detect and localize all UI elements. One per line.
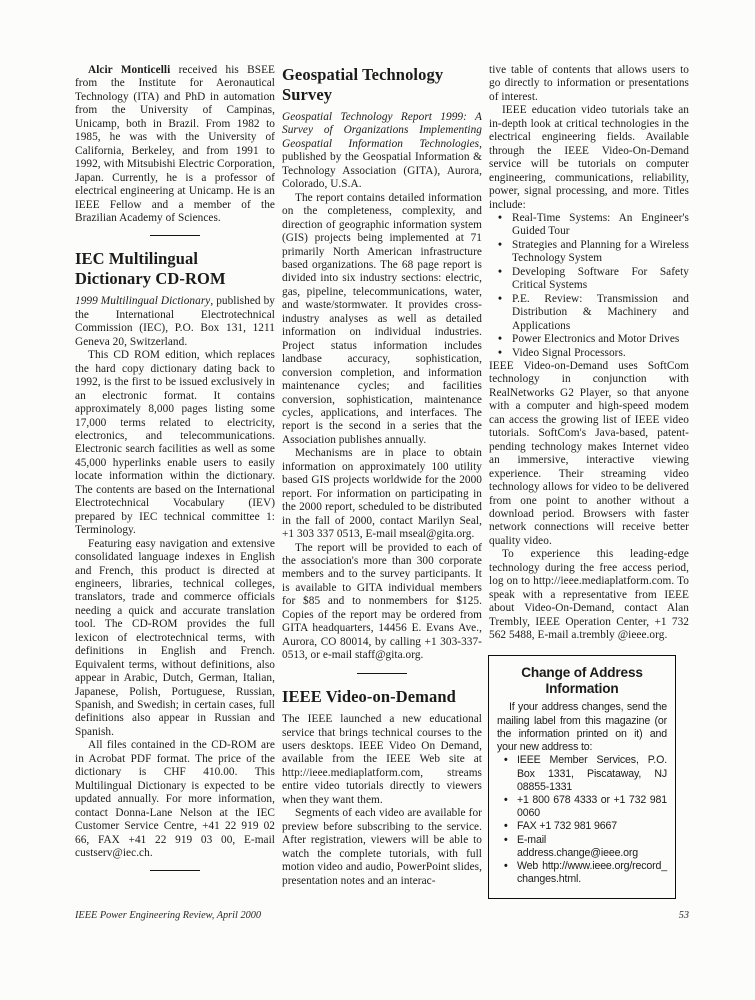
geo-lead-paragraph <box>282 111 482 192</box>
vod-paragraph: IEEE education video tutorials take an in-depth look at critical technologies in the electrical engineering fields. Available through the IEEE Video-On-Demand service will be tutorials on computer engineering, communications, reliability, power, signal processing, and more. Titles include: <box>489 104 689 211</box>
geo-lead-rest: , published by the Geospatial Information & Technology Association (GITA), Aurora, Colorado, U.S.A. <box>282 137 482 191</box>
vod-paragraph: Segments of each video are available for preview before subscribing to the service. After registration, viewers will be able to watch the complete tutorials, with full motion video and audio, PowerPoint slides, presentation notes and an interac- <box>282 807 482 887</box>
list-item: • Developing Software For Safety Critical Systems <box>489 266 689 293</box>
address-box-title <box>497 665 667 696</box>
iec-lead-rest: , published by the International Electrotechnical Commission (IEC), P.O. Box 131, 1211 Geneva 20, Switzerland. <box>75 295 275 348</box>
column-right <box>489 64 689 912</box>
list-item: • +1 800 678 4333 or +1 732 981 0060 <box>497 794 667 820</box>
bio-text: received his BSEE from the Institute for Aeronautical Technology (ITA) and PhD in automation from the University of Campinas, Unicamp, both in Brazil. From 1982 to 1985, he was with the University of California, Berkeley, and from 1991 to 1992, with Mitsubishi Electric Corporation, Japan. Currently, he is a professor of electrical engineering at Unicamp. He is an IEEE Fellow and a member of the Brazilian Academy of Sciences. <box>75 64 275 224</box>
address-box-title-line2: Information <box>545 680 619 696</box>
geo-paragraph: Mechanisms are in place to obtain information on approximately 100 utility based GIS projects worldwide for the 2000 report. For information on participating in the 2000 report, scheduled to be distributed in the fall of 2000, contact Marilyn Seal, +1 303 337 0513, E-mail mseal@gita.org. <box>282 447 482 541</box>
list-item: • Strategies and Planning for a Wireless Technology System <box>489 239 689 266</box>
page-footer <box>75 910 689 921</box>
address-box-intro: If your address changes, send the mailing label from this magazine (or the information printed on it) and your new address to: <box>497 701 667 754</box>
section-divider <box>357 673 407 674</box>
footer-page-number: 53 <box>678 910 689 921</box>
geo-paragraph: The report contains detailed information on the completeness, complexity, and direction of geographic information system (GIS) projects being implemented at 71 primarily North American infrastructure based organizations. The 68 page report is divided into six industry sections: electric, gas, pipeline, telecommunications, water, and waste/stormwater. It provides cross-industry analyses as well as detailed information on individual industries. Project status information includes landbase accuracy, sophistication, conversion completion, and information maintenance cycles; and facilities conversion, sophistication, maintenance cycles, applications, and interfaces. The report is the second in a series that the Association publishes annually. <box>282 191 482 446</box>
bio-author-name: Alcir Monticelli <box>88 64 171 76</box>
list-item: • P.E. Review: Transmission and Distribution & Machinery and Applications <box>489 293 689 333</box>
address-box-title-line1: Change of Address <box>521 665 643 681</box>
iec-publication-title: 1999 Multilingual Dictionary <box>75 295 211 308</box>
list-item: • E-mail address.change@ieee.org <box>497 834 667 860</box>
change-of-address-box <box>488 655 676 899</box>
iec-section-title: IEC Multilingual Dictionary CD-ROM <box>75 249 226 288</box>
iec-paragraph: This CD ROM edition, which replaces the hard copy dictionary dating back to 1992, is the first to be issued exclusively in an electronic format. It contains approximately 8,000 pages listing some 17,000 terms related to electricity, electronics, and telecommunications. Electronic search facilities as well as some 45,000 hyperlinks enable users to easily locate information within the dictionary. The contents are based on the International Electrotechnical Vocabulary (IEV) prepared by IEC technical committee 1: Terminology. <box>75 349 275 537</box>
column-middle <box>282 64 482 912</box>
list-item: • IEEE Member Services, P.O. Box 1331, Piscataway, NJ 08855-1331 <box>497 754 667 794</box>
list-item: • FAX +1 732 981 9667 <box>497 820 667 833</box>
vod-paragraph: To experience this leading-edge technology during the free access period, log on to http://ieee.mediaplatform.com. To speak with a representative from IEEE about Video-On-Demand, contact Alan Trembly, IEEE Operation Center, +1 732 562 5488, E-mail a.trembly @ieee.org. <box>489 548 689 642</box>
vod-paragraph: IEEE Video-on-Demand uses SoftCom technology in conjunction with RealNetworks G2 Player, so that anyone with a computer and high-speed modem can access the growing list of IEEE video tutorials. SoftCom's Java-based, patent-pending technology makes Internet video an immersive, interactive viewing experience. Their streaming video technology allows for video to be delivered from one point to another without a download period. Browsers with faster network connections will receive better quality video. <box>489 359 689 547</box>
iec-lead-paragraph <box>75 295 275 349</box>
iec-paragraph: Featuring easy navigation and extensive consolidated language indexes in English and French, this product is directed at engineers, libraries, technical colleges, translators, trade and commerce officials needing a quick and accurate translation tool. The CD-ROM provides the full lexicon of electrotechnical terms, with definitions in English and French. Equivalent terms, without definitions, also appear in Arabic, Dutch, German, Italian, Japanese, Polish, Portuguese, Russian, Spanish, and Swedish; in certain cases, full definitions also appear in Russian and Spanish. <box>75 537 275 738</box>
geo-report-title: Geospatial Technology Report 1999: A Survey of Organizations Implementing Geospatial Information Technologies <box>282 111 482 150</box>
column-left <box>75 64 275 912</box>
three-column-layout <box>75 64 689 912</box>
section-divider <box>150 235 200 236</box>
vod-continued-paragraph: tive table of contents that allows users to go directly to information or presentations of interest. <box>489 64 689 103</box>
list-item: • Power Electronics and Motor Drives <box>489 333 689 346</box>
footer-journal-title: IEEE Power Engineering Review, April 2000 <box>75 910 262 921</box>
vod-section-title: IEEE Video-on-Demand <box>282 686 456 706</box>
geo-section-title: Geospatial Technology Survey <box>282 65 444 104</box>
iec-paragraph: All files contained in the CD-ROM are in Acrobat PDF format. The price of the dictionary is CHF 410.00. This Multilingual Dictionary is expected to be updated annually. For more information, contact Donna-Lane Nelson at the IEC Customer Service Centre, +41 22 919 02 66, FAX +41 22 919 03 00, E-mail custserv@iec.ch. <box>75 739 275 860</box>
list-item: • Web http://www.ieee.org/record_ changes.html. <box>497 860 667 886</box>
list-item: • Real-Time Systems: An Engineer's Guided Tour <box>489 212 689 239</box>
list-item: • Video Signal Processors. <box>489 347 689 360</box>
geo-paragraph: The report will be provided to each of the association's more than 300 corporate members and to the survey participants. It is available to GITA individual members for $85 and to nonmembers for $125. Copies of the report may be ordered from GITA headquarters, 14456 E. Evans Ave., Aurora, CO 80014, by calling +1 303-337-0513, or e-mail staff@gita.org. <box>282 541 482 662</box>
address-box-list <box>497 754 667 886</box>
vod-paragraph: The IEEE launched a new educational service that brings technical courses to the users desktops. IEEE Video On Demand, available from the IEEE Web site at http://ieee.mediaplatform.com, streams entire video tutorials directly to viewers when they want them. <box>282 713 482 806</box>
vod-titles-list <box>489 212 689 360</box>
section-divider <box>150 870 200 871</box>
bio-paragraph <box>75 64 275 225</box>
